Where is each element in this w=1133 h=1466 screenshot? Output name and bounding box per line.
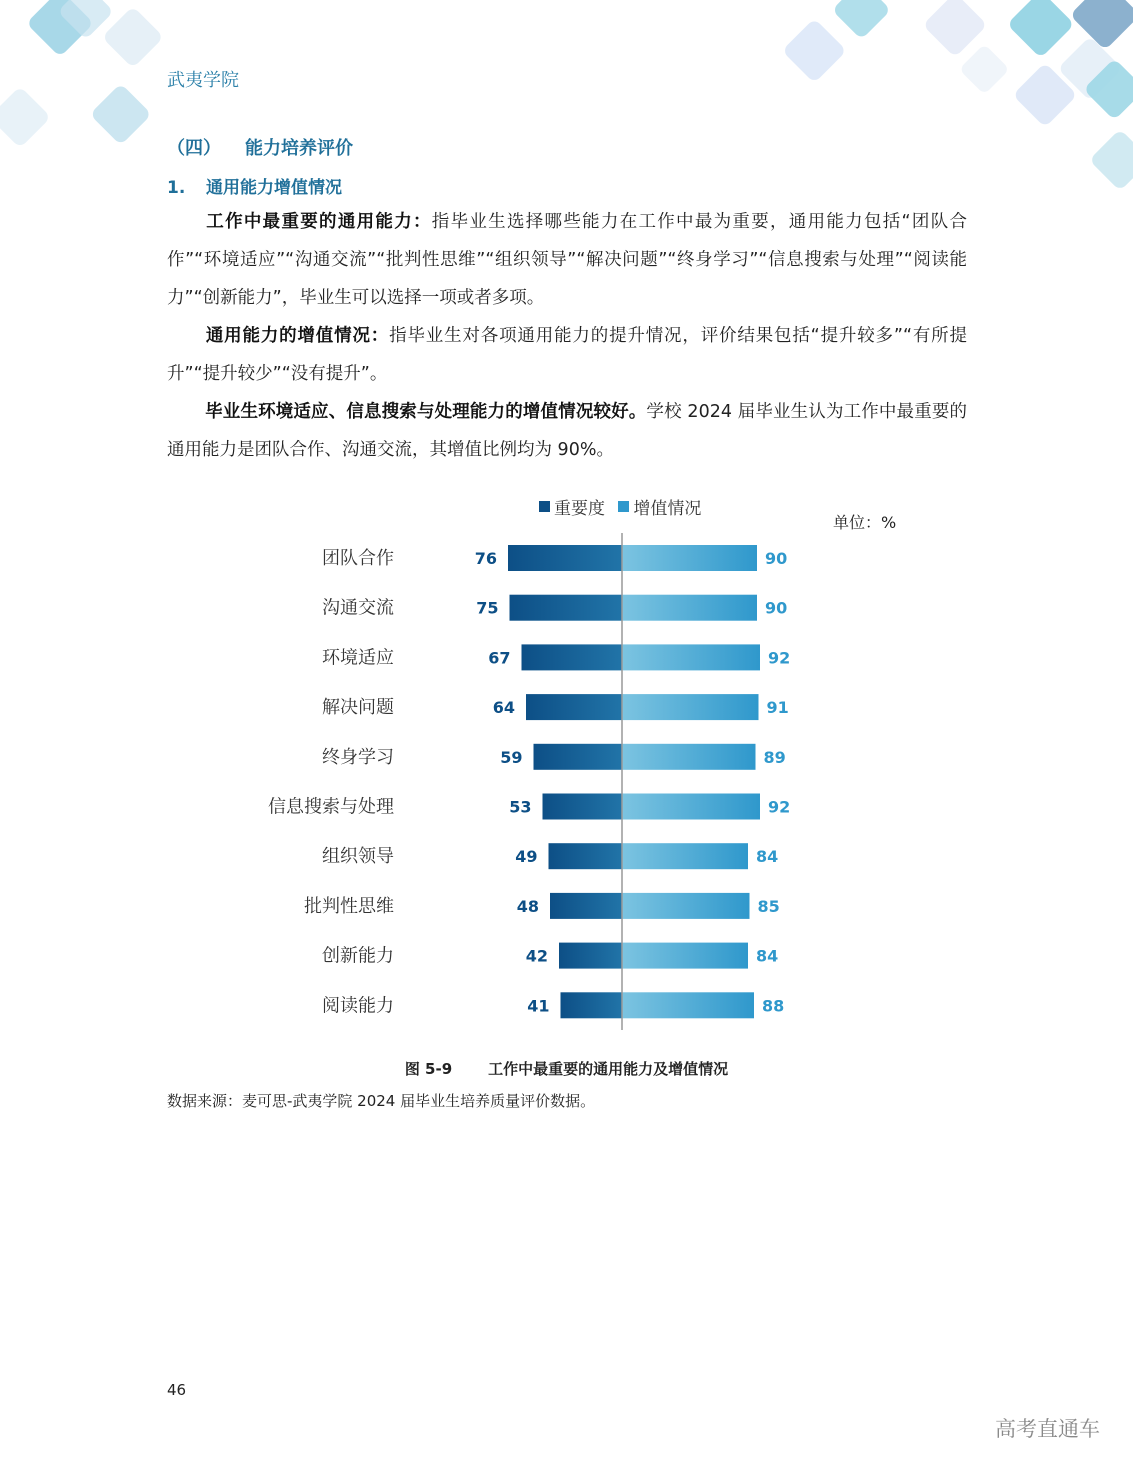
bar-value-added bbox=[622, 545, 757, 571]
paragraph-important-abilities bbox=[167, 203, 967, 317]
legend-swatch bbox=[618, 501, 629, 512]
school-name: 武夷学院 bbox=[167, 70, 239, 91]
paragraph-body: 学校 2024 届毕业生认为工作中最重要的通用能力是团队合作、沟通交流，其增值比例均为 90%。 bbox=[167, 402, 967, 460]
category-label: 终身学习 bbox=[322, 746, 394, 768]
paragraph-value-added bbox=[167, 317, 967, 393]
category-label: 沟通交流 bbox=[322, 597, 394, 619]
section-title: 能力培养评价 bbox=[245, 138, 353, 159]
data-label-importance: 53 bbox=[509, 797, 532, 817]
figure-title: 工作中最重要的通用能力及增值情况 bbox=[488, 1060, 729, 1078]
data-label-importance: 42 bbox=[525, 946, 548, 966]
paragraph-body: 指毕业生对各项通用能力的提升情况，评价结果包括“提升较多”“有所提升”“提升较少”“没有提升”。 bbox=[167, 326, 968, 384]
bar-value-added bbox=[622, 595, 757, 621]
category-label: 组织领导 bbox=[322, 846, 394, 868]
bar-importance bbox=[510, 595, 623, 621]
data-label-value-added: 90 bbox=[765, 598, 788, 618]
bar-importance bbox=[508, 545, 622, 571]
data-label-importance: 64 bbox=[492, 698, 515, 718]
bar-importance bbox=[522, 644, 623, 670]
bar-importance bbox=[543, 794, 623, 820]
bar-importance bbox=[549, 843, 623, 869]
category-label: 信息搜索与处理 bbox=[268, 796, 394, 818]
bar-importance bbox=[534, 744, 623, 770]
section-heading bbox=[167, 134, 353, 160]
data-label-importance: 41 bbox=[527, 996, 550, 1016]
legend-label: 重要度 bbox=[554, 499, 605, 519]
data-label-importance: 75 bbox=[476, 598, 499, 618]
data-label-importance: 76 bbox=[474, 549, 497, 568]
bar-importance bbox=[526, 694, 622, 720]
chart-unit-label: 单位：% bbox=[833, 513, 897, 532]
data-label-importance: 49 bbox=[515, 847, 538, 867]
data-label-value-added: 84 bbox=[756, 946, 779, 966]
data-source-note: 数据来源：麦可思-武夷学院 2024 届毕业生培养质量评价数据。 bbox=[167, 1092, 596, 1110]
category-label: 团队合作 bbox=[322, 548, 394, 569]
data-label-importance: 48 bbox=[516, 896, 539, 916]
page-number: 46 bbox=[167, 1381, 187, 1399]
bar-value-added bbox=[622, 992, 754, 1018]
paragraph-body: 指毕业生选择哪些能力在工作中最为重要，通用能力包括“团队合作”“环境适应”“沟通交流”“批判性思维”“组织领导”“解决问题”“终身学习”“信息搜索与处理”“阅读能力”“创新能力”，毕业生可以选择一项或者多项。 bbox=[167, 212, 967, 308]
data-label-value-added: 89 bbox=[763, 747, 786, 767]
data-label-importance: 67 bbox=[488, 648, 511, 668]
bar-value-added bbox=[622, 843, 748, 869]
bar-value-added bbox=[622, 794, 760, 820]
data-label-value-added: 84 bbox=[756, 847, 779, 867]
figure-caption bbox=[0, 1058, 1133, 1079]
data-label-importance: 59 bbox=[500, 747, 523, 767]
bar-value-added bbox=[622, 893, 750, 919]
subsection-number: 1. bbox=[167, 178, 186, 198]
data-label-value-added: 92 bbox=[768, 648, 791, 668]
category-label: 解决问题 bbox=[322, 697, 394, 719]
category-label: 批判性思维 bbox=[304, 895, 394, 917]
bar-importance bbox=[550, 893, 622, 919]
bar-value-added bbox=[622, 943, 748, 969]
legend-item-value-added bbox=[618, 494, 701, 519]
category-label: 创新能力 bbox=[322, 945, 394, 967]
bar-value-added bbox=[622, 644, 760, 670]
chart-legend bbox=[539, 494, 709, 519]
paragraph-lead: 毕业生环境适应、信息搜索与处理能力的增值情况较好。 bbox=[205, 402, 647, 422]
subsection-title: 通用能力增值情况 bbox=[206, 178, 342, 198]
data-label-value-added: 91 bbox=[766, 698, 789, 718]
legend-item-importance bbox=[539, 494, 605, 519]
data-label-value-added: 85 bbox=[757, 896, 780, 916]
bar-value-added bbox=[622, 694, 759, 720]
bar-importance bbox=[559, 943, 622, 969]
data-label-value-added: 90 bbox=[765, 549, 788, 568]
category-label: 环境适应 bbox=[322, 647, 394, 669]
bar-importance bbox=[561, 992, 623, 1018]
watermark-text: 高考直通车 bbox=[995, 1417, 1100, 1441]
paragraph-lead: 工作中最重要的通用能力： bbox=[205, 212, 432, 232]
data-label-value-added: 88 bbox=[762, 996, 785, 1016]
category-label: 阅读能力 bbox=[322, 995, 394, 1017]
paragraph-lead: 通用能力的增值情况： bbox=[205, 326, 390, 346]
paragraph-summary bbox=[167, 393, 967, 469]
legend-label: 增值情况 bbox=[633, 499, 702, 519]
section-number: （四） bbox=[167, 138, 221, 159]
figure-number: 图 5-9 bbox=[404, 1060, 453, 1078]
legend-swatch bbox=[539, 501, 550, 512]
data-label-value-added: 92 bbox=[768, 797, 791, 817]
subsection-heading bbox=[167, 173, 342, 198]
bar-value-added bbox=[622, 744, 756, 770]
